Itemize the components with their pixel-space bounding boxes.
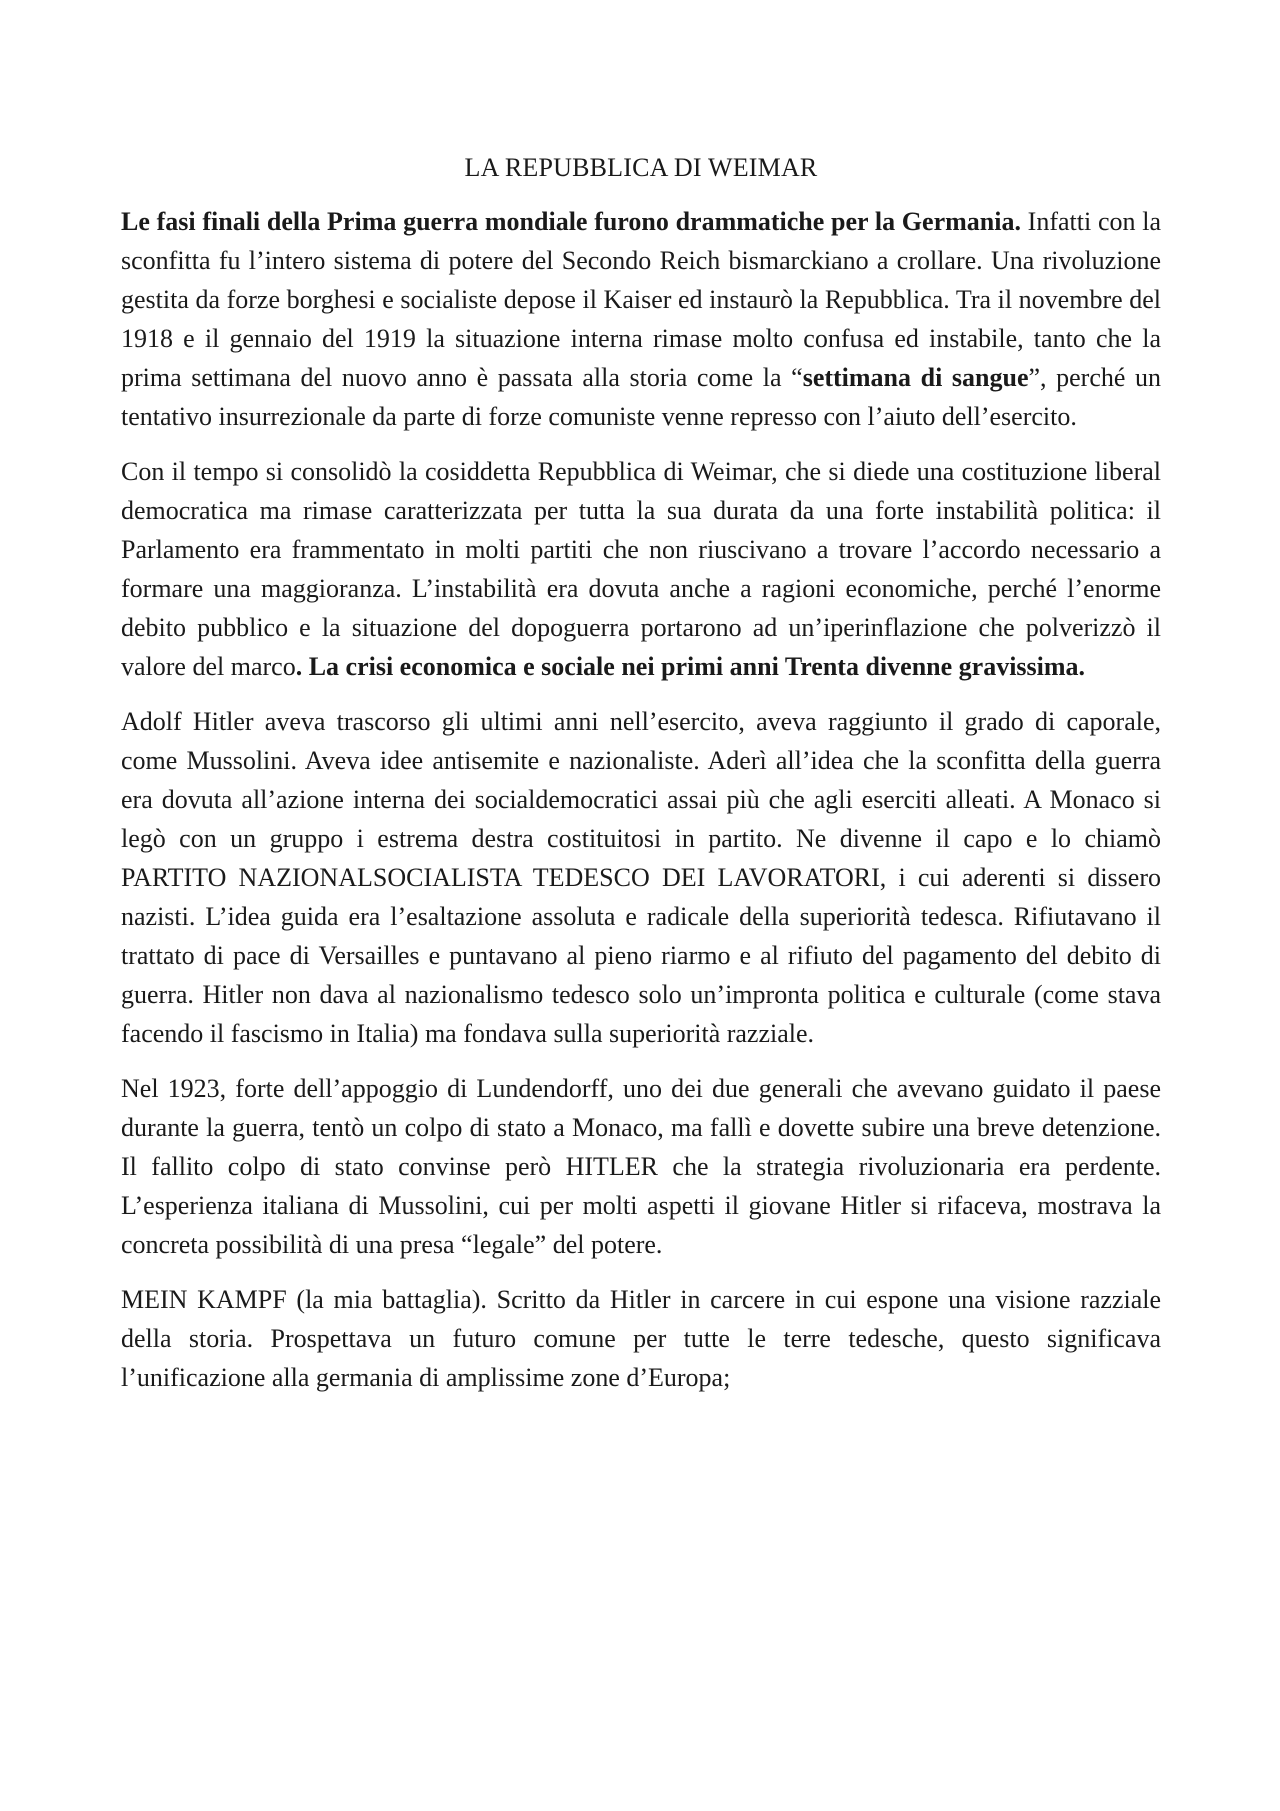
paragraph-4-text: Nel 1923, forte dell’appoggio di Lundendorff, uno dei due generali che avevano guidato il paese durante la guerra, tentò un colpo di stato a Monaco, ma fallì e dovette subire una breve detenzione. Il fallito colpo di stato convinse però HITLER che la strategia rivoluzionaria era perdente. L’esperienza italiana di Mussolini, cui per molti aspetti il giovane Hitler si rifaceva, mostrava la concreta possibilità di una presa “legale” del potere. — [121, 1074, 1161, 1259]
paragraph-4 — [121, 1069, 1161, 1264]
paragraph-5 — [121, 1280, 1161, 1397]
paragraph-1-lead-bold: Le fasi finali della Prima guerra mondiale furono drammatiche per la Germania. — [121, 207, 1021, 236]
paragraph-3-text: Adolf Hitler aveva trascorso gli ultimi anni nell’esercito, aveva raggiunto il grado di caporale, come Mussolini. Aveva idee antisemite e nazionaliste. Aderì all’idea che la sconfitta della guerra era dovuta all’azione interna dei socialdemocratici assai più che agli eserciti alleati. A Monaco si legò con un gruppo i estrema destra costituitosi in partito. Ne divenne il capo e lo chiamò PARTITO NAZIONALSOCIALISTA TEDESCO DEI LAVORATORI, i cui aderenti si dissero nazisti. L’idea guida era l’esaltazione assoluta e radicale della superiorità tedesca. Rifiutavano il trattato di pace di Versailles e puntavano al pieno riarmo e al rifiuto del pagamento del debito di guerra. Hitler non dava al nazionalismo tedesco solo un’impronta politica e culturale (come stava facendo il fascismo in Italia) ma fondava sulla superiorità razziale. — [121, 707, 1161, 1048]
document-body — [121, 148, 1161, 1413]
paragraph-1-emphasis-bold: settimana di sangue — [802, 363, 1029, 392]
page-title: LA REPUBBLICA DI WEIMAR — [464, 153, 818, 182]
paragraph-1 — [121, 202, 1161, 436]
paragraph-5-text: MEIN KAMPF (la mia battaglia). Scritto da Hitler in carcere in cui espone una visione razziale della storia. Prospettava un futuro comune per tutte le terre tedesche, questo significava l’unificazione alla germania di amplissime zone d’Europa; — [121, 1285, 1161, 1392]
paragraph-2 — [121, 452, 1161, 686]
paragraph-2-closing-bold: . La crisi economica e sociale nei primi anni Trenta divenne gravissima. — [295, 652, 1086, 681]
paragraph-2-text: Con il tempo si consolidò la cosiddetta Repubblica di Weimar, che si diede una costituzione liberal democratica ma rimase caratterizzata per tutta la sua durata da una forte instabilità politica: il Parlamento era frammentato in molti partiti che non riuscivano a trovare l’accordo necessario a formare una maggioranza. L’instabilità era dovuta anche a ragioni economiche, perché l’enorme debito pubblico e la situazione del dopoguerra portarono ad un’iperinflazione che polverizzò il valore del marco — [121, 457, 1161, 681]
paragraph-1-text-end: ”, perché un tentativo insurrezionale da parte di forze comuniste venne represso con l’aiuto dell’esercito. — [121, 363, 1162, 431]
paragraph-1-text: Infatti con la sconfitta fu l’intero sistema di potere del Secondo Reich bismarckiano a crollare. Una rivoluzione gestita da forze borghesi e socialiste depose il Kaiser ed instaurò la Repubblica. Tra il novembre del 1918 e il gennaio del 1919 la situazione interna rimase molto confusa ed instabile, tanto che la prima settimana del nuovo anno è passata alla storia come la “ — [121, 207, 1161, 392]
paragraph-3 — [121, 702, 1161, 1053]
